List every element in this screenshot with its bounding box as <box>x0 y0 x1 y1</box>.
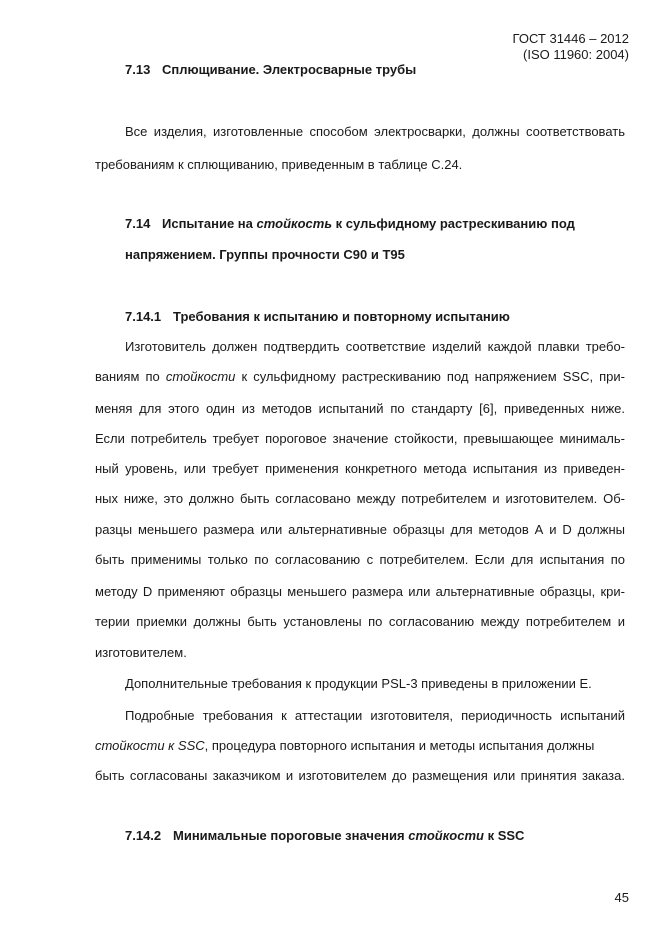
paragraph-line: Если потребитель требует пороговое значение стойкости, превышающее минималь- <box>95 431 625 446</box>
paragraph-line: Изготовитель должен подтвердить соответствие изделий каждой плавки требо- <box>125 339 625 354</box>
page-header <box>513 31 629 63</box>
text-emphasis: стойкости <box>165 369 236 384</box>
paragraph-line: ный уровень, или требует применения конкретного метода испытания из приведен- <box>95 461 625 476</box>
iso-reference: (ISO 11960: 2004) <box>523 47 629 62</box>
section-title-part: к сульфидному растрескиванию под <box>332 216 575 231</box>
section-title-part: к SSC <box>483 828 525 843</box>
paragraph-line: ных ниже, это должно быть согласовано между потребителем и изготовителем. Об- <box>95 491 625 506</box>
section-title: Требования к испытанию и повторному испытанию <box>173 309 510 324</box>
section-number: 7.14.2 <box>125 828 162 843</box>
text-emphasis: стойкости к SSC <box>95 738 205 753</box>
paragraph-line: Подробные требования к аттестации изготовителя, периодичность испытаний <box>125 708 625 723</box>
paragraph-line: изготовителем. <box>95 645 187 660</box>
page-number: 45 <box>614 890 629 905</box>
text-part: ваниям по <box>95 369 166 384</box>
paragraph-line: методу D применяют образцы меньшего размера или альтернативные образцы, кри- <box>95 584 625 599</box>
section-number: 7.14.1 <box>125 309 162 324</box>
section-number: 7.14 <box>125 216 151 231</box>
paragraph-line <box>95 738 594 753</box>
section-title-emphasis: стойкости <box>408 828 484 843</box>
section-7-14-1-heading <box>125 309 510 324</box>
section-7-14-heading-line2: напряжением. Группы прочности С90 и Т95 <box>125 247 405 262</box>
paragraph-line: быть применимы только по согласованию с потребителем. Если для испытания по <box>95 552 625 567</box>
section-title-part: Испытание на <box>162 216 257 231</box>
paragraph-line: быть согласованы заказчиком и изготовителем до размещения или принятия заказа. <box>95 768 625 783</box>
section-title-part: Минимальные пороговые значения <box>173 828 409 843</box>
paragraph-line <box>95 369 625 384</box>
standard-designation: ГОСТ 31446 – 2012 <box>512 31 629 46</box>
section-number: 7.13 <box>125 62 151 77</box>
section-7-13-heading <box>125 62 416 77</box>
paragraph-line: требованиям к сплющиванию, приведенным в таблице С.24. <box>95 157 463 172</box>
section-7-14-heading <box>125 216 575 231</box>
section-title: Сплющивание. Электросварные трубы <box>162 62 417 77</box>
paragraph-line: разцы меньшего размера или альтернативные образцы для методов А и D должны <box>95 522 625 537</box>
text-part: , процедура повторного испытания и методы испытания должны <box>204 738 595 753</box>
text-part: к сульфидному растрескиванию под напряжением SSC, при- <box>235 369 625 384</box>
paragraph-line: меняя для этого один из методов испытаний по стандарту [6], приведенных ниже. <box>95 401 625 416</box>
section-title-emphasis: стойкость <box>256 216 333 231</box>
paragraph-line: Дополнительные требования к продукции PSL-3 приведены в приложении Е. <box>125 676 592 691</box>
paragraph-line: терии приемки должны быть установлены по согласованию между потребителем и <box>95 614 625 629</box>
section-7-14-2-heading <box>125 828 524 843</box>
paragraph-line: Все изделия, изготовленные способом электросварки, должны соответствовать <box>125 124 625 139</box>
